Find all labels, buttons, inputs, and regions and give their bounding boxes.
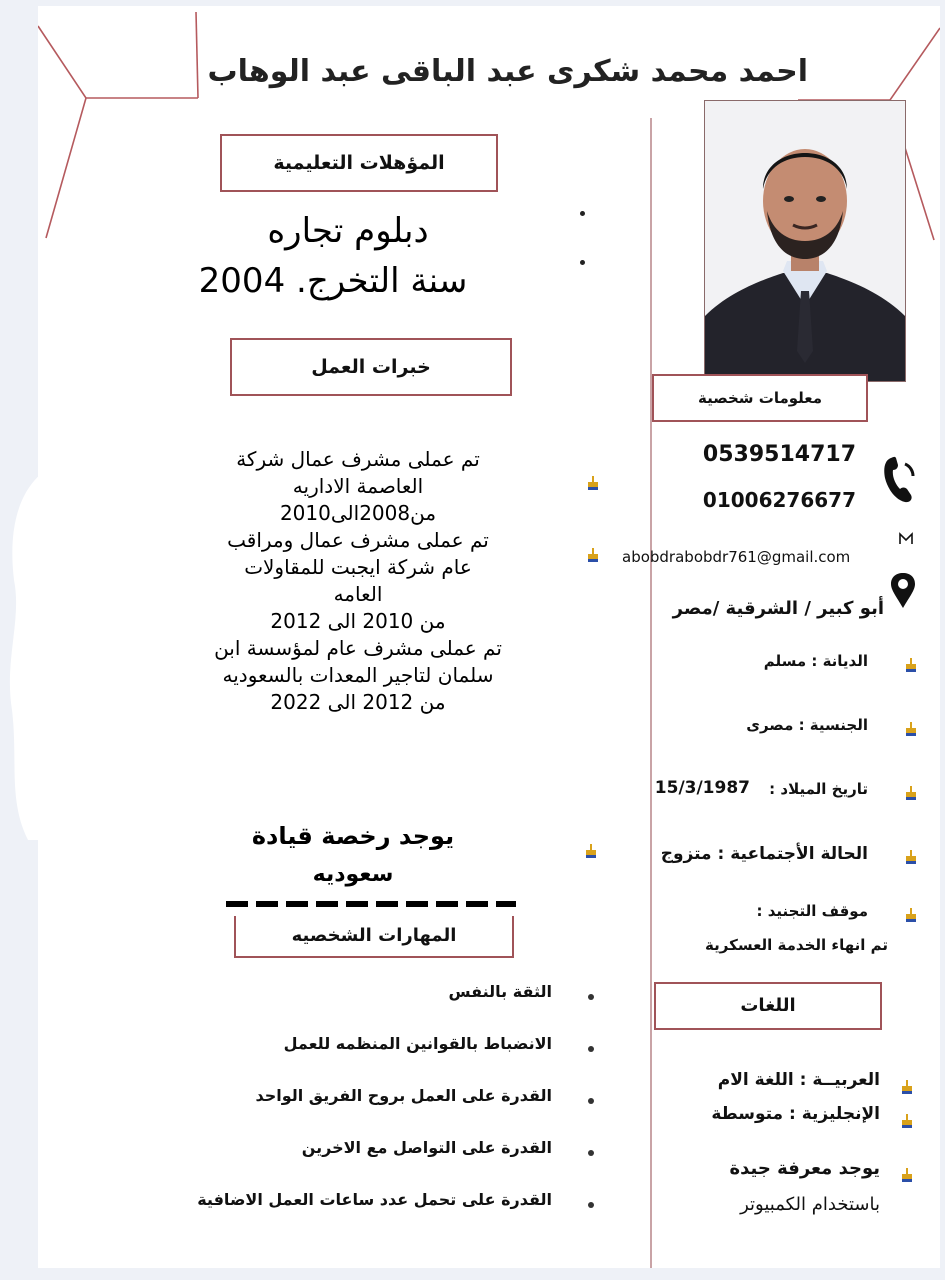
graduation-year: سنة التخرج. 2004	[198, 261, 468, 301]
computer-skill-line-2: باستخدام الكمبيوتر	[740, 1194, 880, 1215]
email-address: abobdrabobdr761@gmail.com	[622, 548, 851, 566]
profile-photo	[704, 100, 906, 382]
religion: الديانة : مسلم	[763, 652, 868, 670]
hand-pointer-icon	[586, 474, 600, 490]
work-experience-heading: خبرات العمل	[230, 338, 512, 396]
skill-item-2: الانضباط بالقوانين المنظمه للعمل	[283, 1034, 552, 1053]
resume-page	[38, 6, 940, 1268]
education-degree: دبلوم تجاره	[267, 211, 429, 251]
hand-pointer-icon	[904, 720, 918, 736]
address: أبو كبير / الشرقية /مصر	[672, 598, 884, 619]
skill-bullet	[588, 1098, 594, 1104]
birth-date-value: 15/3/1987	[654, 778, 750, 798]
hand-pointer-icon	[900, 1112, 914, 1128]
skill-bullet	[588, 1150, 594, 1156]
language-english: الإنجليزية : متوسطة	[711, 1104, 880, 1124]
hand-pointer-icon	[904, 784, 918, 800]
education-bullet-1	[580, 211, 585, 216]
hand-pointer-icon	[584, 842, 598, 858]
nationality: الجنسية : مصرى	[746, 716, 868, 734]
marital-status: الحالة الأجتماعية : متزوج	[660, 844, 868, 864]
work-line-8: تم عملى مشرف عام لمؤسسة ابن	[214, 636, 502, 660]
work-line-6: العامه	[333, 582, 383, 606]
skill-bullet	[588, 1046, 594, 1052]
candidate-name: احمد محمد شكرى عبد الباقى عبد الوهاب	[207, 54, 808, 89]
work-line-7: من 2010 الى 2012	[270, 609, 446, 633]
phone-number-1: 0539514717	[702, 442, 856, 467]
personal-info-heading: معلومات شخصية	[652, 374, 868, 422]
work-line-1: تم عملى مشرف عمال شركة	[236, 447, 480, 471]
military-status-label: موقف التجنيد :	[756, 902, 868, 920]
skill-item-3: القدرة على العمل بروح الفريق الواحد	[255, 1086, 552, 1105]
work-line-3: من2008الى2010	[279, 501, 437, 525]
skill-item-5: القدرة على تحمل عدد ساعات العمل الاضافية	[197, 1190, 552, 1209]
language-arabic: العربيــة : اللغة الام	[717, 1070, 880, 1090]
driving-license-line-2: سعوديه	[312, 862, 394, 887]
hand-pointer-icon	[900, 1078, 914, 1094]
work-line-5: عام شركة ايجبت للمقاولات	[244, 555, 472, 579]
birth-date-label: تاريخ الميلاد :	[769, 780, 868, 798]
dashed-separator	[226, 900, 516, 908]
hand-pointer-icon	[904, 656, 918, 672]
work-line-10: من 2012 الى 2022	[270, 690, 446, 714]
hand-pointer-icon	[904, 848, 918, 864]
skill-bullet	[588, 1202, 594, 1208]
skills-heading: المهارات الشخصيه	[234, 916, 514, 958]
hand-pointer-icon	[904, 906, 918, 922]
phone-number-2: 01006276677	[702, 488, 856, 512]
driving-license-line-1: يوجد رخصة قيادة	[251, 822, 455, 850]
hand-pointer-icon	[900, 1166, 914, 1182]
languages-heading: اللغات	[654, 982, 882, 1030]
military-status-value: تم انهاء الخدمة العسكرية	[705, 936, 888, 954]
computer-skill-line-1: يوجد معرفة جيدة	[729, 1158, 880, 1179]
email-icon	[898, 532, 914, 546]
location-pin-icon	[890, 572, 916, 610]
skill-bullet	[588, 994, 594, 1000]
work-line-9: سلمان لتاجير المعدات بالسعوديه	[222, 663, 494, 687]
hand-pointer-icon	[586, 546, 600, 562]
work-line-2: العاصمة الاداريه	[292, 474, 424, 498]
education-heading: المؤهلات التعليمية	[220, 134, 498, 192]
phone-icon	[881, 454, 917, 504]
education-bullet-2	[580, 260, 585, 265]
work-line-4: تم عملى مشرف عمال ومراقب	[227, 528, 489, 552]
skill-item-1: الثقة بالنفس	[448, 982, 552, 1001]
column-divider	[650, 118, 652, 1268]
skill-item-4: القدرة على التواصل مع الاخرين	[301, 1138, 552, 1157]
